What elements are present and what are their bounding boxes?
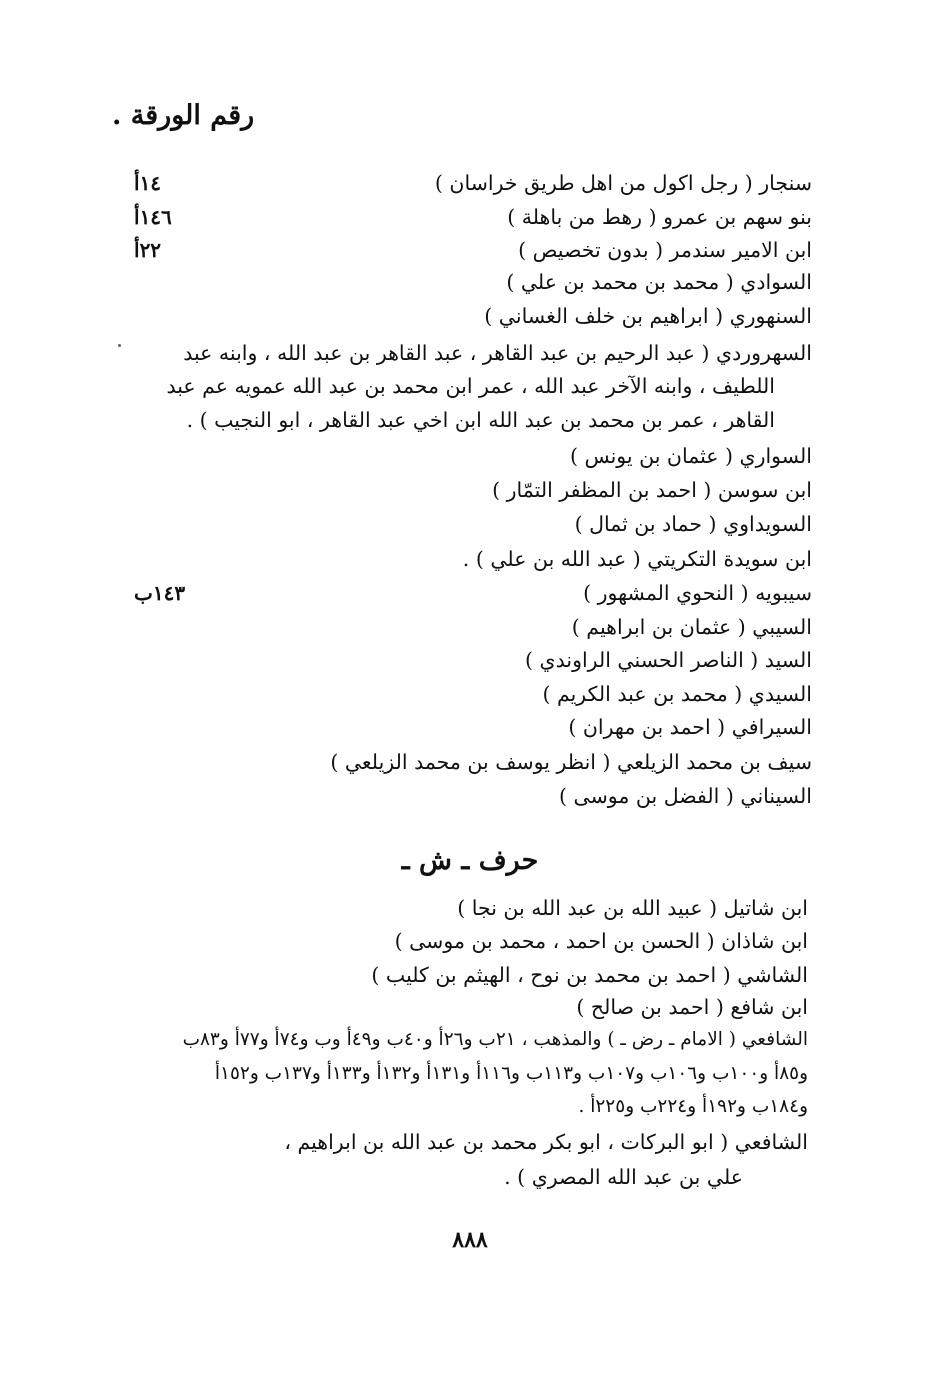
index-entry: السيد ( الناصر الحسني الراوندي ) <box>525 648 812 672</box>
index-entry: بنو سهم بن عمرو ( رهط من باهلة ) <box>507 205 812 229</box>
index-entry: الشافعي ( الامام ـ رض ـ ) والمذهب ، ٢١ب و٢٦أ و٤٠ب و٤٩أ وب و٧٤أ و٧٧أ و٨٣ب <box>182 1029 808 1050</box>
index-entry: السيدي ( محمد بن عبد الكريم ) <box>542 682 812 706</box>
folio-ref: ١٤أ <box>134 171 162 195</box>
index-entry: ابن الامير سندمر ( بدون تخصيص ) <box>518 238 812 262</box>
index-entry: السهروردي ( عبد الرحيم بن عبد القاهر ، عبد القاهر بن عبد الله ، وابنه عبد <box>183 341 812 365</box>
index-entry: السوادي ( محمد بن محمد بن علي ) <box>506 270 812 294</box>
index-entry: سيبويه ( النحوي المشهور ) <box>583 581 812 605</box>
index-entry-continuation: و٨٥أ و١٠٠ب و١٠٦ب و١٠٧ب و١١٣ب و١١٦أ و١٣١أ و١٣٢أ و١٣٣أ و١٣٧ب و١٥٢أ <box>214 1063 808 1084</box>
folio-ref: ١٤٦أ <box>134 205 172 229</box>
header-folio-label: رقم الورقة . <box>112 100 255 131</box>
index-entry: السنهوري ( ابراهيم بن خلف الغساني ) <box>484 304 812 328</box>
section-heading: حرف ـ ش ـ <box>401 845 539 876</box>
folio-ref: ١٤٣ب <box>134 581 186 605</box>
index-entry: السواري ( عثمان بن يونس ) <box>569 444 812 468</box>
index-entry: ابن شافع ( احمد بن صالح ) <box>576 995 808 1019</box>
index-entry: السويداوي ( حماد بن ثمال ) <box>574 512 812 536</box>
page-number: ٨٨٨ <box>452 1227 488 1253</box>
index-entry-continuation: اللطيف ، وابنه الآخر عبد الله ، عمر ابن محمد بن عبد الله عمويه عم عبد <box>166 374 775 398</box>
index-entry: الشافعي ( ابو البركات ، ابو بكر محمد بن عبد الله بن ابراهيم ، <box>284 1130 808 1154</box>
index-entry: السيناني ( الفضل بن موسى ) <box>559 784 812 808</box>
index-entry-continuation: القاهر ، عمر بن محمد بن عبد الله ابن اخي عبد القاهر ، ابو النجيب ) . <box>186 408 775 432</box>
index-entry-continuation: و١٨٤ب و١٩٢أ و٢٢٤ب و٢٢٥أ . <box>578 1096 808 1117</box>
index-entry: سيف بن محمد الزيلعي ( انظر يوسف بن محمد الزيلعي ) <box>330 750 812 774</box>
index-entry: ابن سوسن ( احمد بن المظفر التمّار ) <box>492 478 812 502</box>
index-entry: ابن شاتيل ( عبيد الله بن عبد الله بن نجا ) <box>457 896 808 920</box>
index-entry: سنجار ( رجل اكول من اهل طريق خراسان ) <box>434 171 812 195</box>
index-entry: السيبي ( عثمان بن ابراهيم ) <box>571 615 812 639</box>
index-entry: ابن سويدة التكريتي ( عبد الله بن علي ) . <box>462 547 812 571</box>
index-entry: الشاشي ( احمد بن محمد بن نوح ، الهيثم بن كليب ) <box>371 963 808 987</box>
index-entry-continuation: علي بن عبد الله المصري ) . <box>504 1165 743 1189</box>
margin-speck <box>118 344 121 347</box>
index-entry: السيرافي ( احمد بن مهران ) <box>568 715 812 739</box>
index-entry: ابن شاذان ( الحسن بن احمد ، محمد بن موسى ) <box>394 929 808 953</box>
folio-ref: ٢٢أ <box>134 238 162 262</box>
